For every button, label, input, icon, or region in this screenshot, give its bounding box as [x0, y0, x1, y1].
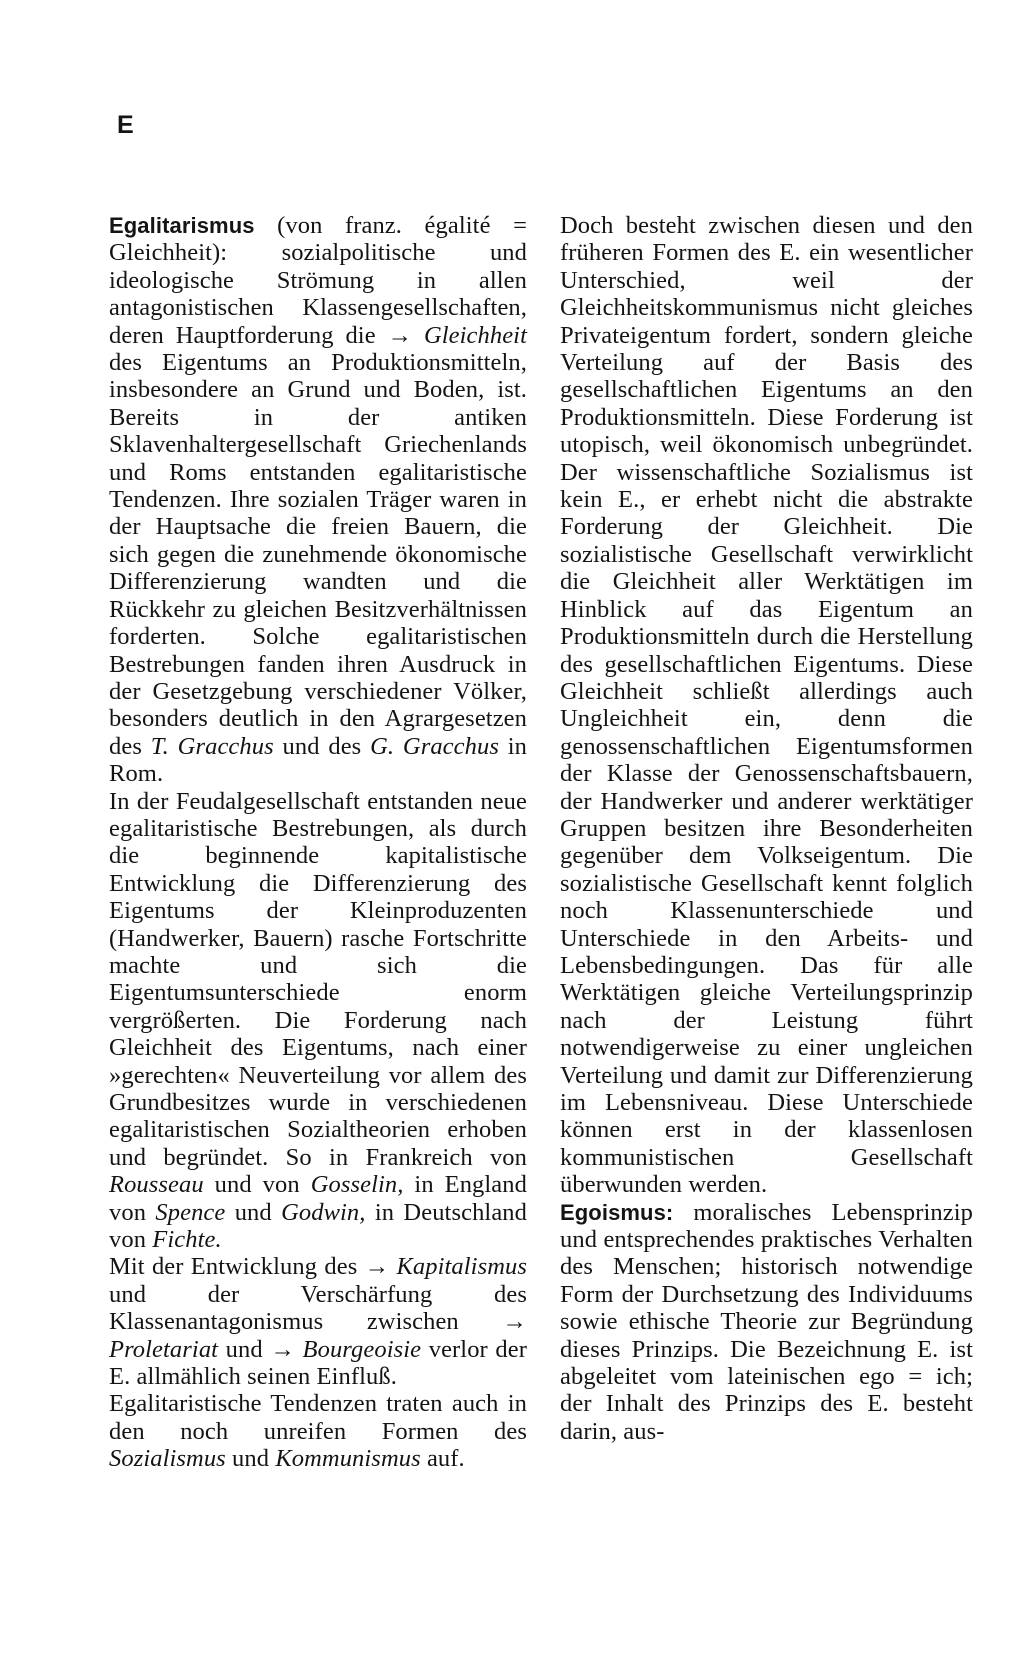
- cross-reference: Proletariat: [109, 1335, 219, 1363]
- section-letter: E: [117, 111, 134, 139]
- text-run: und →: [218, 1335, 303, 1363]
- text-run: (von franz. égalité = Gleichheit): sozialpolitische und ideologische Strömung in allen antagonistischen Klassengesellschaften, deren Hauptforderung die →: [109, 212, 527, 349]
- paragraph: [109, 1390, 527, 1472]
- paragraph: [109, 788, 527, 1254]
- cross-reference: T. Gracchus: [150, 732, 274, 760]
- text-run: Doch besteht zwischen diesen und den früheren Formen des E. ein wesentlicher Unterschied, weil der Gleichheitskommunismus nicht gleiches Privateigentum fordert, sondern gleiche Verteilung auf der Basis des gesellschaftlichen Eigentums an den Produktionsmitteln. Diese Forderung ist utopisch, weil ökonomisch unbegründet. Der wissenschaftliche Sozialismus ist kein E., er erhebt nicht die abstrakte Forderung der Gleichheit. Die sozialistische Gesellschaft verwirklicht die Gleichheit aller Werktätigen im Hinblick auf das Eigentum an Produktionsmitteln durch die Herstellung des gesellschaftlichen Eigentums. Diese Gleichheit schließt allerdings auch Ungleichheit ein, denn die genossenschaftlichen Eigentumsformen der Klasse der Genossenschaftsbauern, der Handwerker und anderer werktätiger Gruppen besitzen ihre Besonderheiten gegenüber dem Volkseigentum. Die sozialistische Gesellschaft kennt folglich noch Klassenunterschiede und Unterschiede in den Arbeits- und Lebensbedingungen. Das für alle Werktätigen gleiche Verteilungsprinzip nach der Leistung führt notwendigerweise zu einer ungleichen Verteilung und damit zur Differenzierung im Lebensniveau. Diese Unterschiede können erst in der klassenlosen kommunistischen Gesellschaft überwunden werden.: [560, 212, 973, 1199]
- text-run: und des: [273, 732, 371, 760]
- paragraph: [560, 212, 973, 1199]
- cross-reference: Sozialismus: [109, 1445, 226, 1473]
- left-column: [109, 212, 527, 1473]
- text-run: und: [225, 1445, 276, 1473]
- cross-reference: Gosselin,: [310, 1171, 404, 1199]
- text-run: In der Feudalgesellschaft entstanden neue egalitaristische Bestrebungen, als durch die beginnende kapitalistische Entwicklung die Differenzierung des Eigentums der Kleinproduzenten (Handwerker, Bauern) rasche Fortschritte machte und sich die Eigentumsunterschiede enorm vergrößerten. Die Forderung nach Gleichheit des Eigentums, nach einer »gerechten« Neuverteilung vor allem des Grundbesitzes wurde in verschiedenen egalitaristischen Sozialtheorien erhoben und begründet. So in Frankreich von: [109, 787, 527, 1171]
- cross-reference: Godwin,: [281, 1198, 366, 1226]
- cross-reference: Rousseau: [109, 1171, 204, 1199]
- paragraph: [109, 1253, 527, 1390]
- text-run: moralisches Lebensprinzip und entsprechendes praktisches Verhalten des Menschen; historisch notwendige Form der Durchsetzung des Individuums sowie ethische Theorie zur Begründung dieses Prinzips. Die Bezeichnung E. ist abgeleitet vom lateinischen ego = ich; der Inhalt des Prinzips des E. besteht darin, aus-: [560, 1198, 973, 1445]
- text-run: Mit der Entwicklung des →: [109, 1253, 397, 1281]
- cross-reference: Bourgeoisie: [302, 1335, 422, 1363]
- cross-reference: G. Gracchus: [370, 732, 499, 760]
- text-run: in England von: [109, 1171, 527, 1226]
- text-run: des Eigentums an Produktionsmitteln, insbesondere an Grund und Boden, ist. Bereits in der antiken Sklavenhaltergesellschaft Griechenlands und Roms entstanden egalitaristische Tendenzen. Ihre sozialen Träger waren in der Hauptsache die freien Bauern, die sich gegen die zunehmende ökonomische Differenzierung wandten und die Rückkehr zu gleichen Besitzverhältnissen forderten. Solche egalitaristischen Bestrebungen fanden ihren Ausdruck in der Gesetzgebung verschiedener Völker, besonders deutlich in den Agrargesetzen des: [109, 349, 527, 760]
- cross-reference: Gleichheit: [423, 321, 527, 349]
- right-column: [560, 212, 973, 1445]
- cross-reference: Kapitalismus: [396, 1253, 527, 1281]
- text-run: und der Verschärfung des Klassenantagonismus zwischen →: [109, 1280, 527, 1336]
- cross-reference: Fichte.: [152, 1226, 222, 1254]
- text-run: auf.: [420, 1445, 465, 1473]
- text-run: Egalitaristische Tendenzen traten auch in den noch unreifen Formen des: [109, 1390, 527, 1445]
- headword: Egalitarismus: [109, 213, 255, 238]
- dictionary-entry: [109, 212, 527, 788]
- headword: Egoismus:: [560, 1199, 674, 1225]
- cross-reference: Kommunismus: [275, 1445, 421, 1473]
- text-run: in Rom.: [109, 732, 528, 788]
- text-run: und: [225, 1198, 282, 1226]
- text-run: und von: [203, 1171, 311, 1199]
- text-run: in Deutschland von: [109, 1198, 527, 1254]
- dictionary-entry: [560, 1199, 973, 1446]
- text-run: verlor der E. allmählich seinen Einfluß.: [109, 1335, 528, 1391]
- cross-reference: Spence: [155, 1198, 226, 1226]
